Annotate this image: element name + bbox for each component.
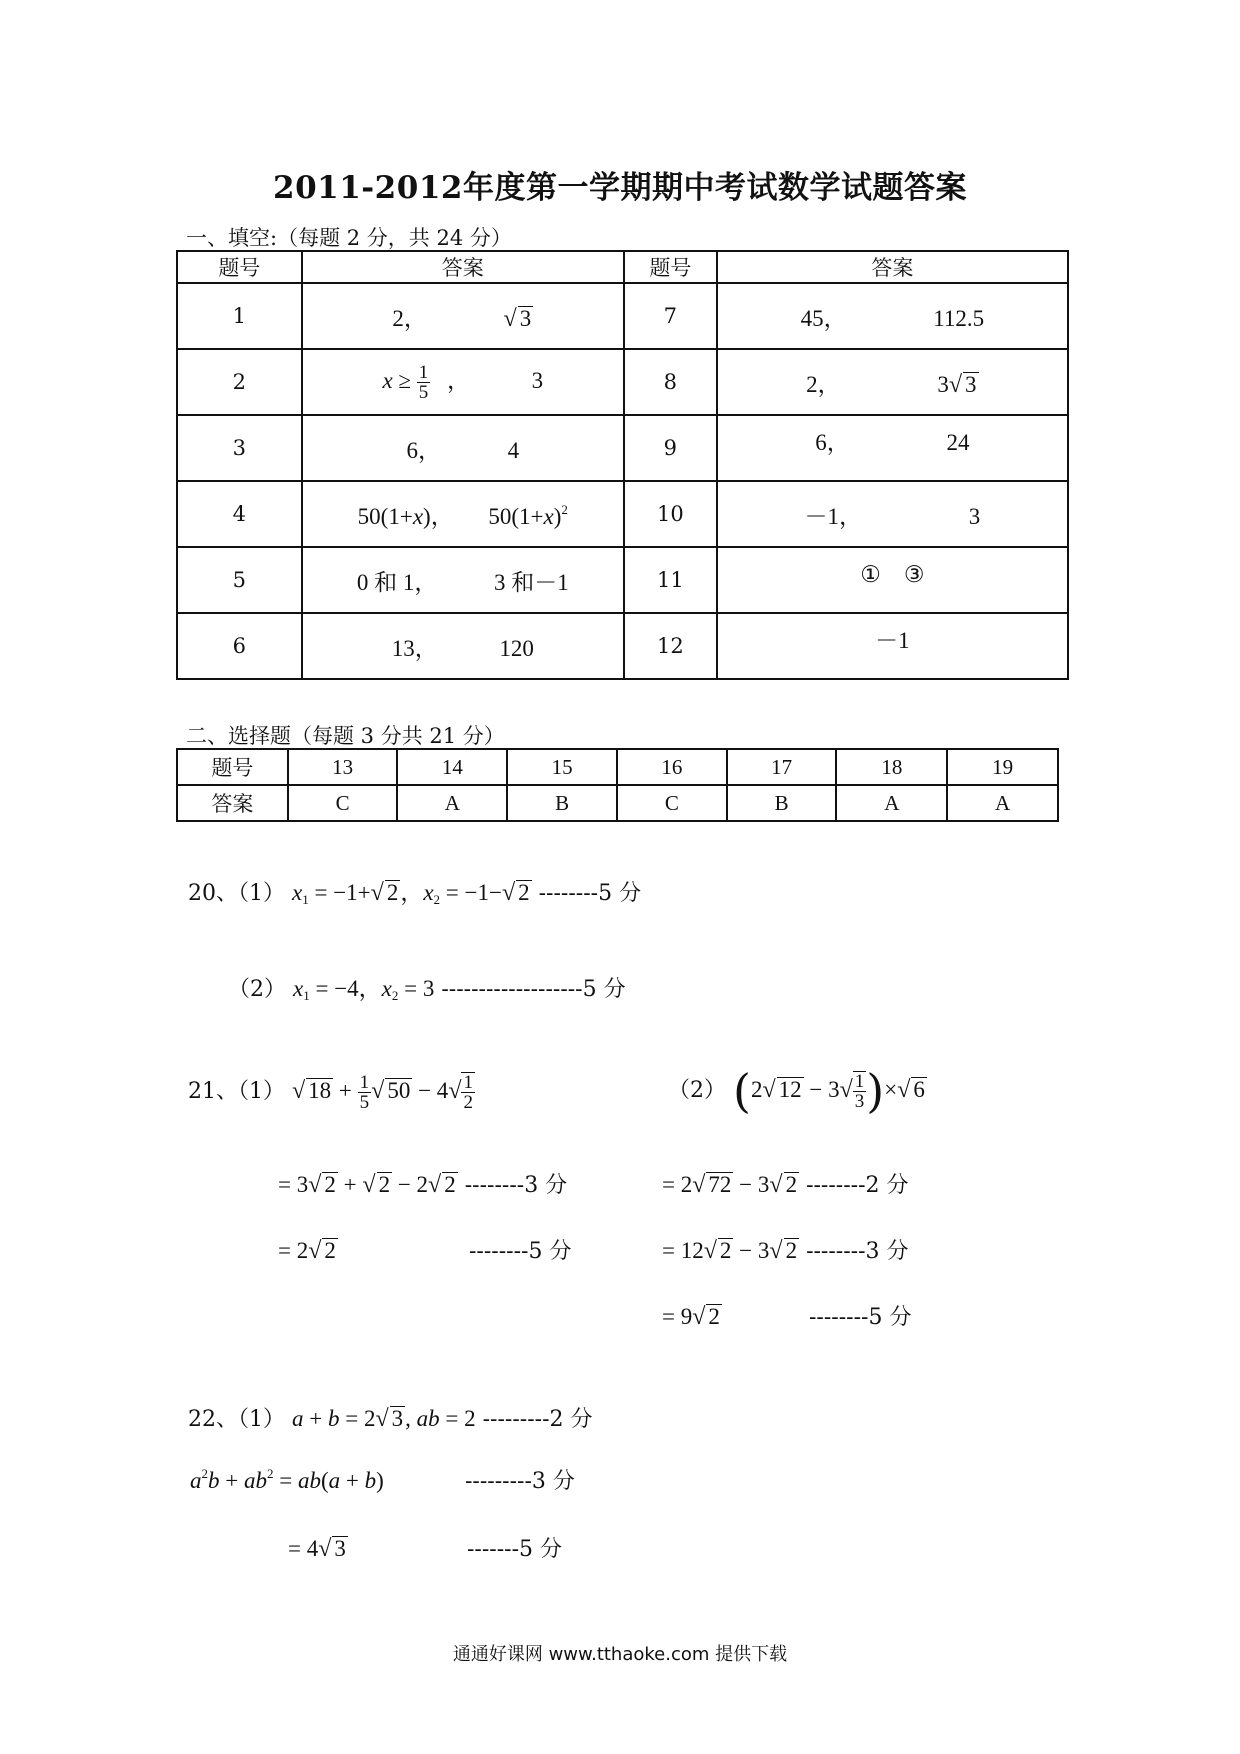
question-number: 4	[177, 481, 302, 547]
q20-part2: （2） $x_1 = -4$，$x_2 = 3$ -------------------5 分	[228, 976, 626, 1003]
row-label: 题号	[177, 749, 288, 785]
answer-cell: B	[507, 785, 617, 821]
answer-cell: 45， 112.5	[717, 283, 1068, 349]
q21-part1-step2: = 2√ 2 --------5 分	[278, 1238, 572, 1264]
question-number: 7	[624, 283, 717, 349]
answer-cell: ① ③	[717, 547, 1068, 613]
question-number: 12	[624, 613, 717, 679]
q21-part2-label: （2）	[668, 1078, 726, 1103]
header-cell: 题号	[177, 251, 302, 283]
table-header-row	[177, 251, 1068, 283]
answer-cell: 2， √ 3	[302, 283, 624, 349]
q20-part2-label: （2）	[228, 977, 286, 1002]
answer-cell: 0 和 1， 3 和－1	[302, 547, 624, 613]
question-number: 15	[507, 749, 617, 785]
table-row	[177, 415, 1068, 481]
answer-cell: 50(1+x)， $50(1+x)^2$	[302, 481, 624, 547]
q21-part2-step3: = 9√ 2 --------5 分	[662, 1304, 912, 1330]
table-row	[177, 349, 1068, 415]
score-text: -------------------5 分	[441, 977, 626, 1002]
question-number: 8	[624, 349, 717, 415]
answer-cell: B	[727, 785, 837, 821]
q22-step2: $a^2b + ab^2 = ab(a + b)$ ---------3 分	[190, 1466, 575, 1494]
answer-cell: －1	[717, 613, 1068, 679]
q22-step3: = 4√ 3 -------5 分	[288, 1536, 563, 1562]
score-text: --------5 分	[538, 881, 642, 906]
answer-cell: A	[397, 785, 507, 821]
answer-cell: 6， 24	[717, 415, 1068, 481]
header-cell: 答案	[717, 251, 1068, 283]
answer-cell: 6， 4	[302, 415, 624, 481]
answer-cell: C	[288, 785, 398, 821]
q21-part2-step1: = 2√ 72 − 3√ 2 --------2 分	[662, 1172, 909, 1198]
answer-cell: C	[617, 785, 727, 821]
section2-heading: 二、选择题（每题 3 分共 21 分）	[186, 724, 505, 748]
question-number: 19	[947, 749, 1058, 785]
score-text: ---------3 分	[465, 1469, 575, 1494]
q21-part1-expression: 21、（1） √ 18 + $\frac{1}{5}$ √ 50 − 4√ $\frac{1}{2}$	[188, 1071, 473, 1113]
question-number: 14	[397, 749, 507, 785]
score-text: ---------2 分	[482, 1407, 593, 1432]
q22-label: 22、（1）	[188, 1407, 285, 1432]
answer-cell: 13， 120	[302, 613, 624, 679]
q21-part2-step2: = 12√ 2 − 3√ 2 --------3 分	[662, 1238, 909, 1264]
question-number: 18	[836, 749, 947, 785]
row-label: 答案	[177, 785, 288, 821]
answer-cell: x ≥ $\frac{1}{5}$ ， 3	[302, 349, 624, 415]
table-row	[177, 283, 1068, 349]
score-text: --------5 分	[469, 1239, 572, 1264]
page-title: 2011-2012年度第一学期期中考试数学试题答案	[273, 170, 967, 206]
answer-cell: －1， 3	[717, 481, 1068, 547]
q21-part1-step1: = 3√ 2 + √ 2 − 2√ 2 --------3 分	[278, 1172, 568, 1198]
question-number: 11	[624, 547, 717, 613]
question-number: 10	[624, 481, 717, 547]
answer-cell: A	[836, 785, 947, 821]
footer-text: 通通好课网 www.tthaoke.com 提供下载	[452, 1644, 788, 1665]
q20-label: 20、（1）	[188, 881, 285, 906]
score-text: --------5 分	[809, 1305, 912, 1330]
table-row	[177, 785, 1058, 821]
question-number: 13	[288, 749, 398, 785]
header-cell: 答案	[302, 251, 624, 283]
score-text: --------3 分	[806, 1239, 909, 1264]
section1-heading: 一、填空:（每题 2 分，共 24 分）	[186, 226, 512, 250]
table-row	[177, 481, 1068, 547]
q22-step1: 22、（1） a + b = 2√ 3, ab = 2 ---------2 分	[188, 1406, 593, 1432]
question-number: 6	[177, 613, 302, 679]
choice-table	[176, 748, 1059, 822]
table-row	[177, 547, 1068, 613]
question-number: 17	[727, 749, 837, 785]
table-row	[177, 749, 1058, 785]
table-row	[177, 613, 1068, 679]
question-number: 9	[624, 415, 717, 481]
question-number: 3	[177, 415, 302, 481]
answer-cell: A	[947, 785, 1058, 821]
q21-label: 21、（1）	[188, 1079, 285, 1104]
question-number: 5	[177, 547, 302, 613]
question-number: 16	[617, 749, 727, 785]
score-text: --------3 分	[464, 1173, 568, 1198]
header-cell: 题号	[624, 251, 717, 283]
question-number: 1	[177, 283, 302, 349]
question-number: 2	[177, 349, 302, 415]
score-text: -------5 分	[467, 1537, 563, 1562]
q20-part1: 20、（1） $x_1 = -1+√$ 2，$x_2 = -1-√$ 2 --------5 分	[188, 880, 642, 907]
fill-blank-table	[176, 250, 1069, 680]
score-text: --------2 分	[806, 1173, 909, 1198]
answer-cell: 2， 3√ 3	[717, 349, 1068, 415]
q21-part2-expression: （2） (2√ 12 − 3√ $\frac{1}{3}$ )×√ 6	[668, 1064, 925, 1118]
